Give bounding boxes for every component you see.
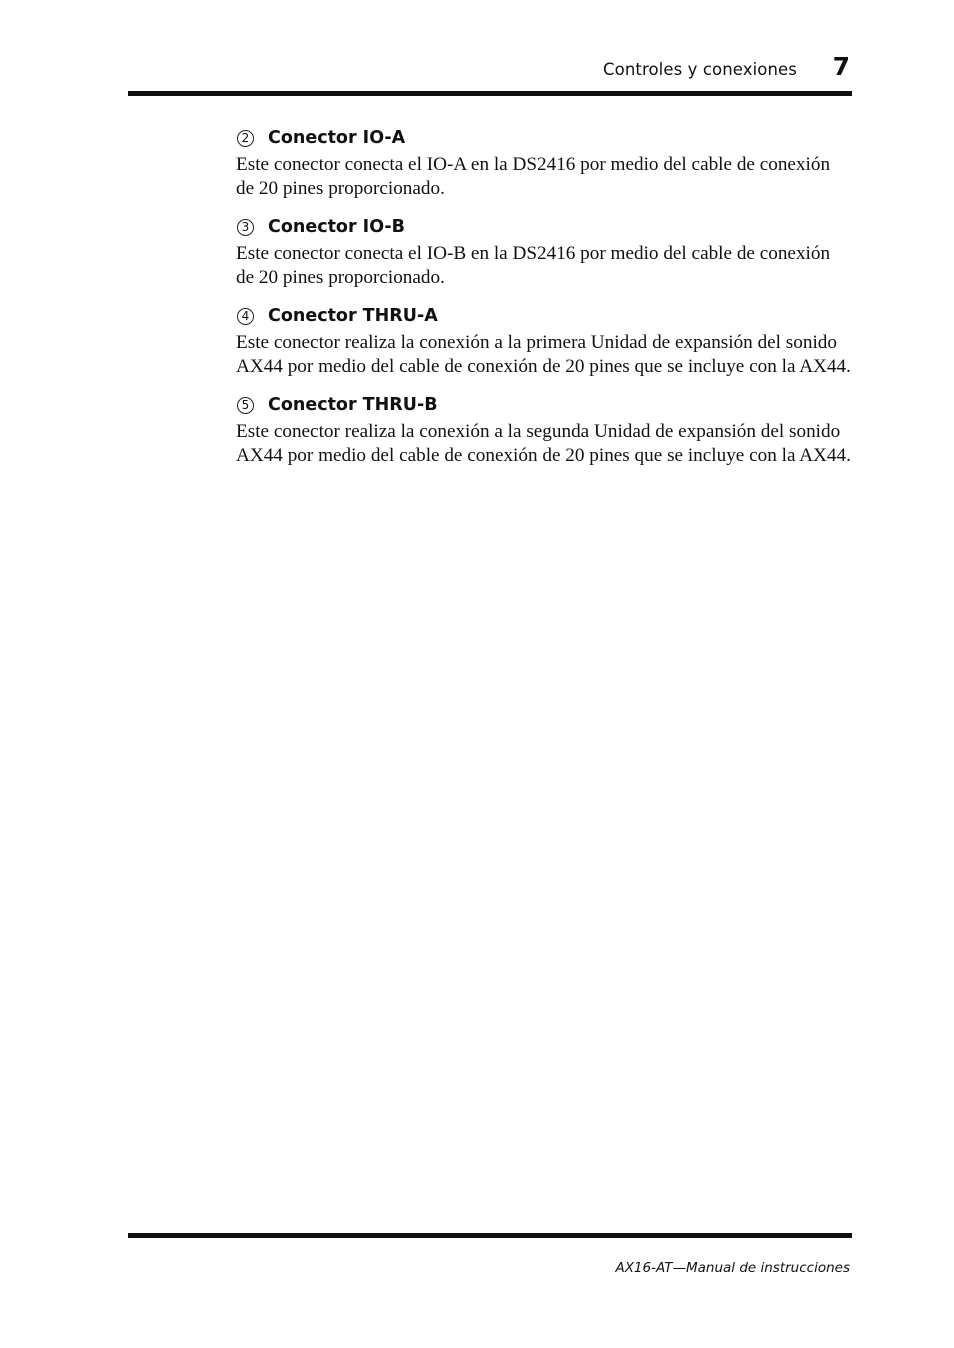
footer-manual-title: AX16-AT—Manual de instrucciones [615, 1260, 850, 1276]
section-conector-thru-b [236, 391, 852, 468]
section-conector-io-b [236, 213, 852, 290]
section-body: Este conector conecta el IO-A en la DS2416 por medio del cable de conexión de 20 pines proporcionado. [236, 154, 831, 199]
running-header-title: Controles y conexiones [603, 60, 797, 79]
section-conector-thru-a [236, 302, 852, 379]
header-rule [128, 91, 852, 96]
section-title: Conector IO-A [268, 128, 406, 148]
page-content [236, 124, 852, 480]
section-title: Conector IO-B [268, 217, 405, 237]
section-heading [236, 124, 852, 152]
section-body: Este conector realiza la conexión a la segunda Unidad de expansión del sonido AX44 por medio del cable de conexión de 20 pines que se incluye con la AX44. [236, 421, 851, 466]
section-conector-io-a [236, 124, 852, 201]
circled-number: 5 [237, 397, 254, 414]
section-heading [236, 391, 852, 419]
section-body: Este conector conecta el IO-B en la DS2416 por medio del cable de conexión de 20 pines proporcionado. [236, 243, 831, 288]
section-body: Este conector realiza la conexión a la primera Unidad de expansión del sonido AX44 por medio del cable de conexión de 20 pines que se incluye con la AX44. [236, 332, 851, 377]
circled-number: 2 [237, 130, 254, 147]
section-title: Conector THRU-B [268, 395, 438, 415]
section-title: Conector THRU-A [268, 306, 438, 326]
circled-number: 4 [237, 308, 254, 325]
footer-rule [128, 1233, 852, 1238]
section-heading [236, 302, 852, 330]
page-number: 7 [832, 52, 850, 81]
circled-number: 3 [237, 219, 254, 236]
section-heading [236, 213, 852, 241]
